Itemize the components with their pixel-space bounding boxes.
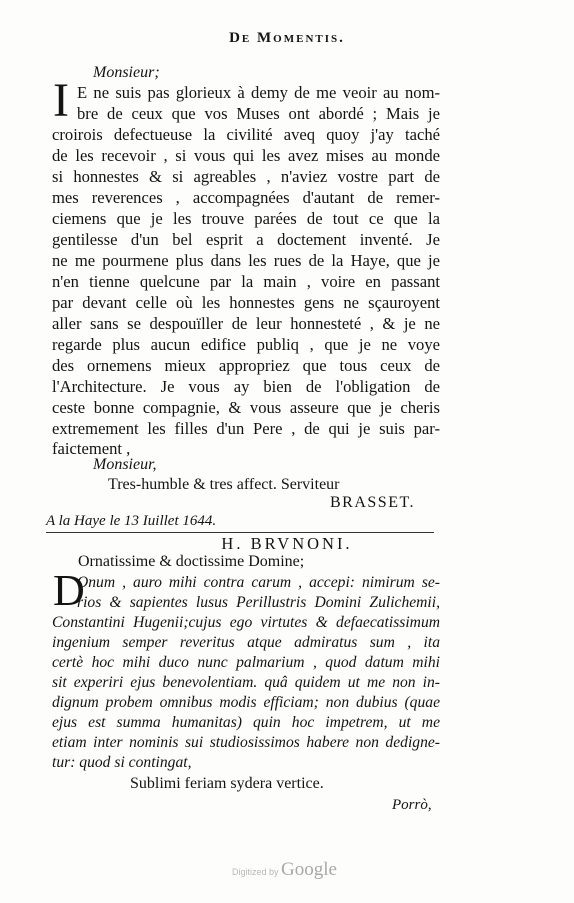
letter2-line: Onum , auro mihi contra carum , accepi: nimirum se- bbox=[77, 574, 440, 591]
letter1-line: gentilesse d'un bel esprit a doctement inventé. Je bbox=[52, 230, 440, 249]
letter1-line: ciemens que je les trouve parées de tout ce que la bbox=[52, 209, 440, 228]
letter1-line: E ne suis pas glorieux à demy de me veoir au nom- bbox=[77, 83, 440, 102]
catchword: Porrò, bbox=[392, 797, 432, 813]
letter2-line: certè hoc mihi duco nunc palmarium , quod datum mihi bbox=[52, 654, 440, 671]
letter1-line: n'en tienne quelcune par la main , voire en passant bbox=[52, 272, 440, 291]
letter1-line: faictement , bbox=[52, 439, 131, 458]
letter1-dropcap: I bbox=[53, 74, 69, 127]
letter1-salutation: Monsieur; bbox=[93, 64, 160, 81]
letter2-salutation: Ornatissime & doctissime Domine; bbox=[78, 553, 305, 570]
letter1-line: de les recevoir , si vous qui les avez mises au monde bbox=[52, 146, 440, 165]
letter2-line: ingenium semper reveritus atque admiratus sum , ita bbox=[52, 634, 440, 651]
letter1-line: extremement les filles d'un Pere , de qui je suis par- bbox=[52, 419, 440, 438]
digitized-watermark bbox=[232, 859, 337, 881]
letter1-line: ceste bonne compagnie, & vous asseure que je cheris bbox=[52, 398, 440, 417]
letter1-line: si honnestes & si agreables , n'aviez vostre part de bbox=[52, 167, 440, 186]
letter2-line: tur: quod si contingat, bbox=[52, 754, 192, 771]
letter2-line: etiam inter nominis sui studiosissimos habere non dedigne- bbox=[52, 734, 440, 751]
running-head: De Momentis. bbox=[229, 30, 345, 46]
section-divider bbox=[46, 532, 434, 533]
letter1-closing-salutation: Monsieur, bbox=[93, 456, 157, 473]
letter1-line: croirois defectueuse la civilité aveq quoy j'ay taché bbox=[52, 125, 440, 144]
letter1-line: des ornemens mieux appropriez que tous ceux de bbox=[52, 356, 440, 375]
letter1-dateline: A la Haye le 13 Iuillet 1644. bbox=[46, 513, 217, 529]
google-logo: Google bbox=[281, 859, 337, 880]
letter1-line: l'Architecture. Je vous ay bien de l'obligation de bbox=[52, 377, 440, 396]
verse-quote: Sublimi feriam sydera vertice. bbox=[130, 775, 324, 792]
letter1-closing: Tres-humble & tres affect. Serviteur bbox=[108, 476, 340, 493]
letter1-line: ne me pourmene plus dans les rues de la Haye, que je bbox=[52, 251, 440, 270]
watermark-prefix: Digitized by bbox=[232, 867, 279, 877]
letter2-line: sit experiri ejus benevolentiam. quâ quidem ut me non in- bbox=[52, 674, 440, 691]
letter1-signature: BRASSET. bbox=[330, 494, 416, 511]
letter2-heading: H. BRVNONI. bbox=[221, 534, 353, 553]
letter2-dropcap: D bbox=[53, 566, 85, 615]
letter1-line: par devant celle où les honnestes gens ne sçauroyent bbox=[52, 293, 440, 312]
letter2-line: Constantini Hugenii;cujus ego virtutes & defaecatissimum bbox=[52, 614, 440, 631]
letter1-line: regarde plus aucun edifice publiq , que je ne voye bbox=[52, 335, 440, 354]
letter2-line: dignum probem omnibus modis efficiam; non dubius (quae bbox=[52, 694, 440, 711]
letter1-line: mes reverences , accompagnées d'autant de remer- bbox=[52, 188, 440, 207]
letter2-line: rios & sapientes lusus Perillustris Domini Zulichemii, bbox=[77, 594, 440, 611]
letter1-line: bre de ceux que vos Muses ont abordé ; Mais je bbox=[77, 104, 440, 123]
letter2-line: ejus est summa humanitas) quin hoc impetrem, ut me bbox=[52, 714, 440, 731]
letter1-line: aller sans se despouïller de leur honnesteté , & je ne bbox=[52, 314, 440, 333]
